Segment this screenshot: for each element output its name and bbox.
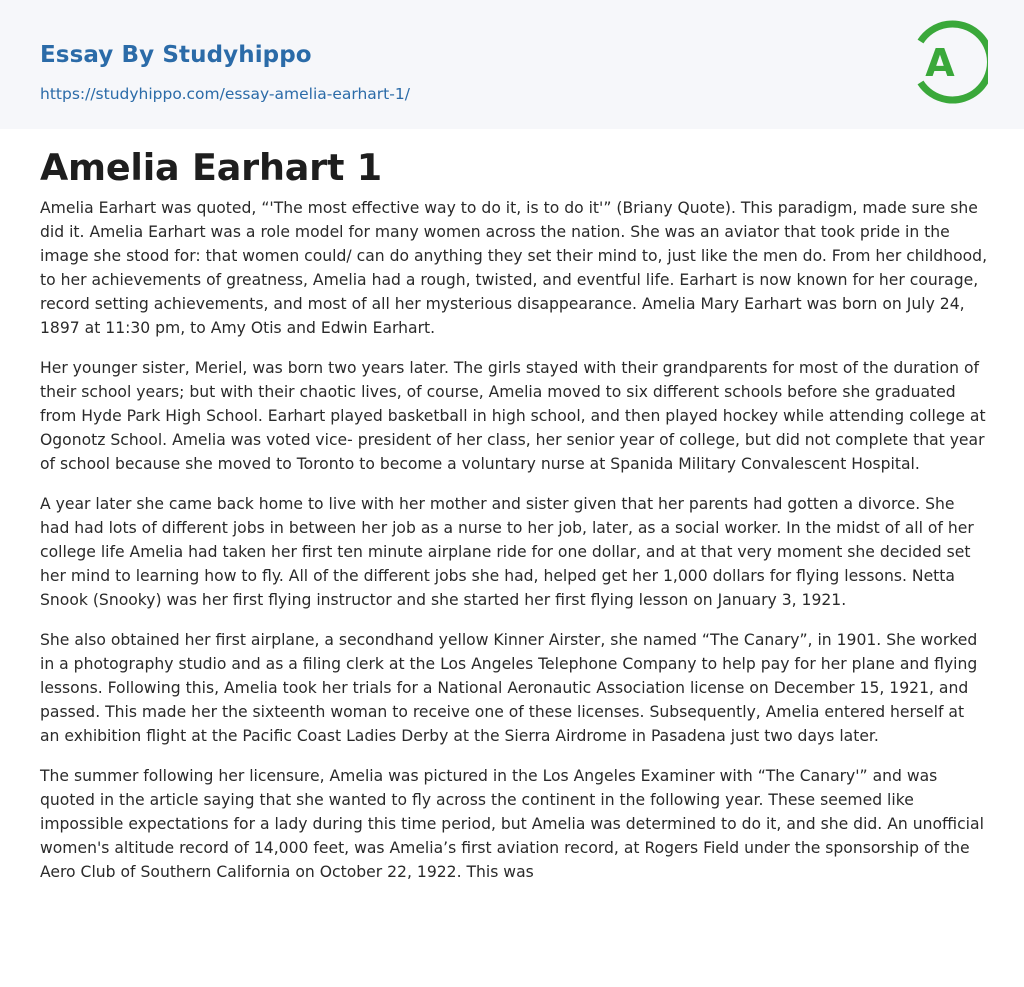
studyhippo-logo-icon[interactable] bbox=[912, 18, 988, 106]
site-brand[interactable]: Essay By Studyhippo bbox=[40, 42, 312, 68]
essay-paragraph: She also obtained her first airplane, a secondhand yellow Kinner Airster, she named “The Canary”, in 1901. She worked in a photography studio and as a filing clerk at the Los Angeles Telephone Company to help pay for her plane and flying lessons. Following this, Amelia took her trials for a National Aeronautic Association license on December 15, 1921, and passed. This made her the sixteenth woman to receive one of these licenses. Subsequently, Amelia entered herself at an exhibition flight at the Pacific Coast Ladies Derby at the Sierra Airdrome in Pasadena just two days later. bbox=[40, 631, 978, 745]
essay-paragraph: A year later she came back home to live with her mother and sister given that her parents had gotten a divorce. She had had lots of different jobs in between her job as a nurse to her job, later, as a social worker. In the midst of all of her college life Amelia had taken her first ten minute airplane ride for one dollar, and at that very moment she decided set her mind to learning how to fly. All of the different jobs she had, helped get her 1,000 dollars for flying lessons. Netta Snook (Snooky) was her first flying instructor and she started her first flying lesson on January 3, 1921. bbox=[40, 495, 974, 609]
site-header bbox=[0, 0, 1024, 129]
essay-paragraph: The summer following her licensure, Amelia was pictured in the Los Angeles Examiner with “The Canary'” and was quoted in the article saying that she wanted to fly across the continent in the following year. These seemed like impossible expectations for a lady during this time period, but Amelia was determined to do it, and she did. An unofficial women's altitude record of 14,000 feet, was Amelia’s first aviation record, at Rogers Field under the sponsorship of the Aero Club of Southern California on October 22, 1922. This was bbox=[40, 767, 984, 881]
essay-content bbox=[40, 146, 988, 884]
essay-url-link[interactable]: https://studyhippo.com/essay-amelia-earhart-1/ bbox=[40, 85, 410, 103]
essay-paragraph: Her younger sister, Meriel, was born two years later. The girls stayed with their grandparents for most of the duration of their school years; but with their chaotic lives, of course, Amelia moved to six different schools before she graduated from Hyde Park High School. Earhart played basketball in high school, and then played hockey while attending college at Ogonotz School. Amelia was voted vice- president of her class, her senior year of college, but did not complete that year of school because she moved to Toronto to become a voluntary nurse at Spanida Military Convalescent Hospital. bbox=[40, 359, 986, 473]
essay-paragraph: Amelia Earhart was quoted, “'The most effective way to do it, is to do it'” (Briany Quote). This paradigm, made sure she did it. Amelia Earhart was a role model for many women across the nation. She was an aviator that took pride in the image she stood for: that women could/ can do anything they set their mind to, just like the men do. From her childhood, to her achievements of greatness, Amelia had a rough, twisted, and eventful life. Earhart is now known for her courage, record setting achievements, and most of all her mysterious disappearance. Amelia Mary Earhart was born on July 24, 1897 at 11:30 pm, to Amy Otis and Edwin Earhart. bbox=[40, 199, 988, 337]
logo-letter: A bbox=[925, 41, 955, 85]
essay-title: Amelia Earhart 1 bbox=[40, 146, 382, 189]
